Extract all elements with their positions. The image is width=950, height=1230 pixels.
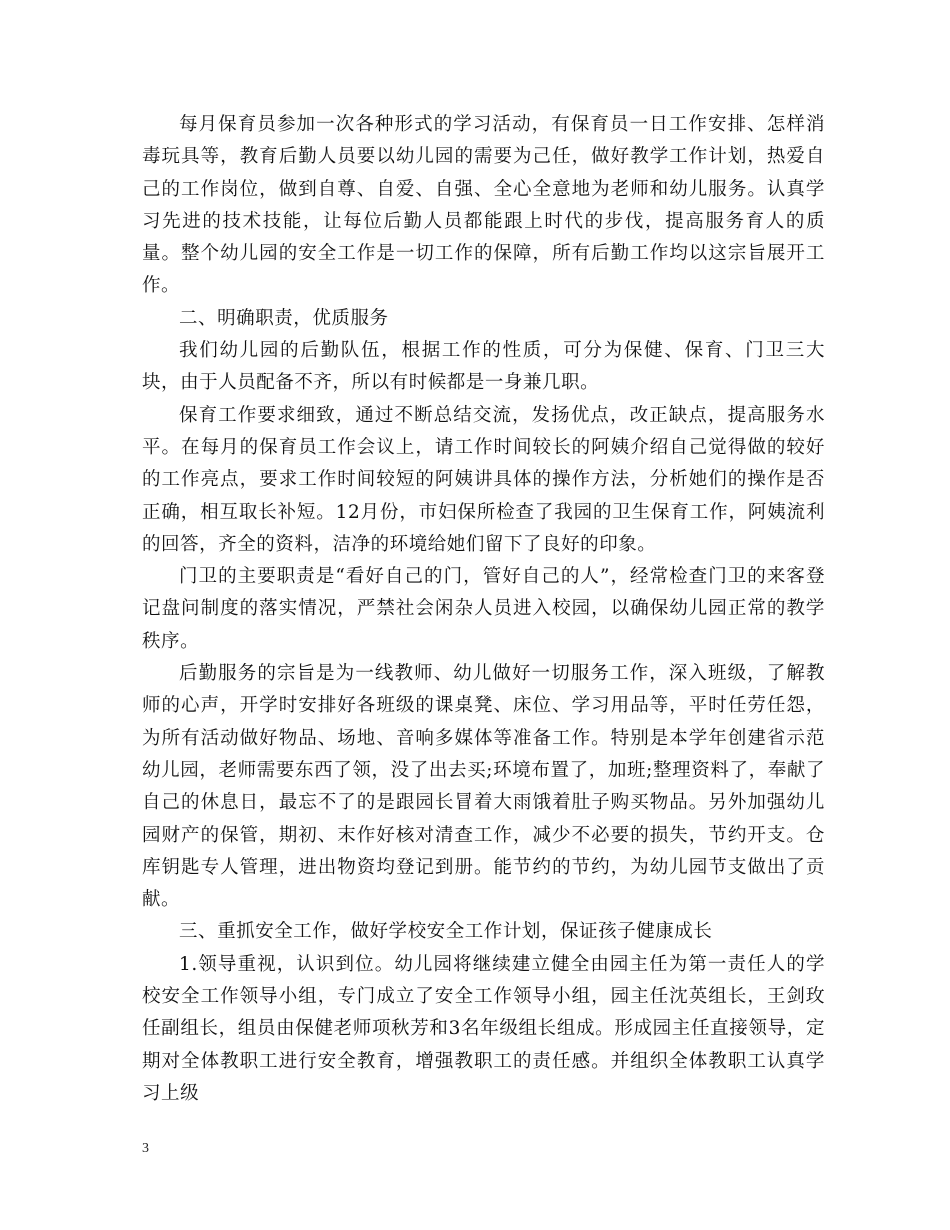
section-heading-duties: 二、明确职责，优质服务 bbox=[179, 307, 389, 329]
paragraph-study-activities: 每月保育员参加一次各种形式的学习活动，有保育员一日工作安排、怎样消毒玩具等，教育后勤人员要以幼儿园的需要为己任，做好教学工作计划，热爱自己的工作岗位，做到自尊、自爱、自强、全心全意地为老师和幼儿服务。认真学习先进的技术技能，让每位后勤人员都能跟上时代的步伐，提高服务育人的质量。整个幼儿园的安全工作是一切工作的保障，所有后勤工作均以这宗旨展开工作。 bbox=[142, 114, 825, 297]
document-body bbox=[142, 109, 825, 1110]
paragraph-logistics-team: 我们幼儿园的后勤队伍，根据工作的性质，可分为保健、保育、门卫三大块，由于人员配备不齐，所以有时候都是一身兼几职。 bbox=[142, 340, 825, 394]
paragraph-gatekeeper-duties: 门卫的主要职责是“看好自己的门，管好自己的人”，经常检查门卫的来客登记盘问制度的落实情况，严禁社会闲杂人员进入校园，以确保幼儿园正常的教学秩序。 bbox=[142, 566, 825, 652]
paragraph-childcare-work: 保育工作要求细致，通过不断总结交流，发扬优点，改正缺点，提高服务水平。在每月的保育员工作会议上，请工作时间较长的阿姨介绍自己觉得做的较好的工作亮点，要求工作时间较短的阿姨讲具体的操作方法，分析她们的操作是否正确，相互取长补短。12月份，市妇保所检查了我园的卫生保育工作，阿姨流利的回答，齐全的资料，洁净的环境给她们留下了良好的印象。 bbox=[142, 404, 825, 555]
page-number: 3 bbox=[142, 1141, 149, 1156]
section-heading-safety: 三、重抓安全工作，做好学校安全工作计划，保证孩子健康成长 bbox=[179, 921, 713, 943]
paragraph-logistics-service: 后勤服务的宗旨是为一线教师、幼儿做好一切服务工作，深入班级，了解教师的心声，开学时安排好各班级的课桌凳、床位、学习用品等，平时任劳任怨，为所有活动做好物品、场地、音响多媒体等准备工作。特别是本学年创建省示范幼儿园，老师需要东西了领，没了出去买;环境布置了，加班;整理资料了，奉献了自己的休息日，最忘不了的是跟园长冒着大雨饿着肚子购买物品。另外加强幼儿园财产的保管，期初、末作好核对清查工作，减少不必要的损失，节约开支。仓库钥匙专人管理，进出物资均登记到册。能节约的节约，为幼儿园节支做出了贡献。 bbox=[142, 663, 825, 911]
paragraph-leadership: 1.领导重视，认识到位。幼儿园将继续建立健全由园主任为第一责任人的学校安全工作领导小组，专门成立了安全工作领导小组，园主任沈英组长，王剑玫任副组长，组员由保健老师项秋芳和3名年级组长组成。形成园主任直接领导，定期对全体教职工进行安全教育，增强教职工的责任感。并组织全体教职工认真学习上级 bbox=[142, 953, 825, 1104]
